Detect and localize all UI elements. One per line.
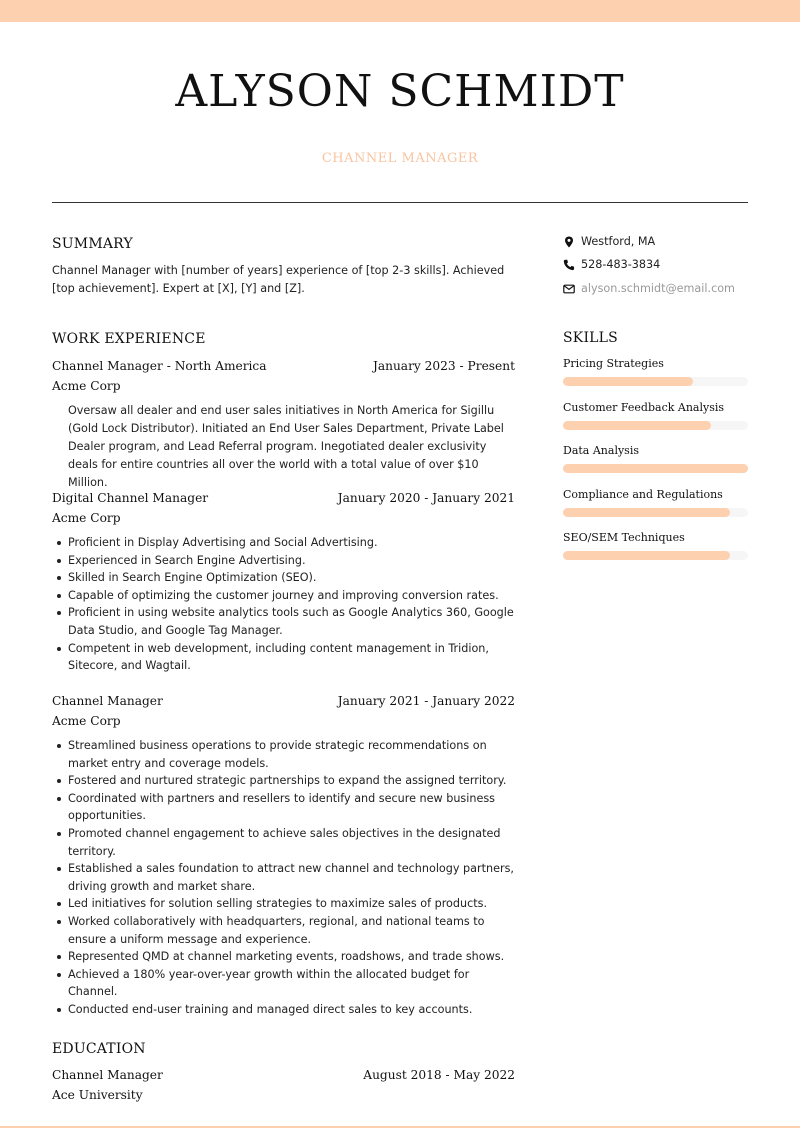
skill-bar-track <box>563 377 748 386</box>
job-role: Digital Channel Manager <box>52 491 209 505</box>
degree-name: Channel Manager <box>52 1068 163 1082</box>
skill-name: Pricing Strategies <box>563 357 664 370</box>
candidate-name: ALYSON SCHMIDT <box>175 66 625 117</box>
bullet-item: Coordinated with partners and resellers to identify and secure new business opportunities. <box>68 790 515 825</box>
job-role: Channel Manager - North America <box>52 359 267 373</box>
summary-text: Channel Manager with [number of years] experience of [top 2-3 skills]. Achieved [top achievement]. Expert at [X], [Y] and [Z]. <box>52 264 505 295</box>
school-name: Ace University <box>52 1088 143 1102</box>
location-text: Westford, MA <box>581 235 656 248</box>
bullet-item: Represented QMD at channel marketing events, roadshows, and trade shows. <box>68 948 515 966</box>
job-bullets <box>68 534 515 675</box>
job-bullets <box>68 737 515 1019</box>
skill-bar-fill <box>563 377 693 386</box>
skill-bar-fill <box>563 421 711 430</box>
skill-name: Customer Feedback Analysis <box>563 401 725 414</box>
bullet-item: Established a sales foundation to attract new channel and technology partners, driving growth and market share. <box>68 860 515 895</box>
education-heading: EDUCATION <box>52 1041 146 1057</box>
skill-bar-track <box>563 421 748 430</box>
education-header <box>52 1068 515 1086</box>
bullet-item: Experienced in Search Engine Advertising. <box>68 552 515 570</box>
job-description: Oversaw all dealer and end user sales initiatives in North America for Sigillu (Gold Lock Distributor). Initiated an End User Sales Department, Private Label Dealer program, and Lead Referral program. Inegotiated dealer exclusivity deals for entire countries all over the world with a total value of over $10 Million. <box>68 404 504 489</box>
job-dates: January 2021 - January 2022 <box>337 694 515 708</box>
envelope-icon <box>563 283 575 295</box>
bullet-item: Streamlined business operations to provide strategic recommendations on market entry and coverage models. <box>68 737 515 772</box>
job-header <box>52 491 515 509</box>
email-link[interactable]: alyson.schmidt@email.com <box>581 282 735 295</box>
work-experience-heading: WORK EXPERIENCE <box>52 331 206 347</box>
company-name: Acme Corp <box>52 511 121 525</box>
skill-bar-track <box>563 464 748 473</box>
company-name: Acme Corp <box>52 379 121 393</box>
bullet-item: Competent in web development, including content management in Tridion, Sitecore, and Wagtail. <box>68 640 515 675</box>
company-name: Acme Corp <box>52 714 121 728</box>
skill-bar-fill <box>563 464 748 473</box>
bullet-item: Achieved a 180% year-over-year growth within the allocated budget for Channel. <box>68 966 515 1001</box>
phone-icon <box>563 259 575 271</box>
bullet-item: Capable of optimizing the customer journey and improving conversion rates. <box>68 587 515 605</box>
skill-name: Data Analysis <box>563 444 639 457</box>
summary-heading: SUMMARY <box>52 236 133 252</box>
bullet-item: Led initiatives for solution selling strategies to maximize sales of products. <box>68 895 515 913</box>
skill-bar-fill <box>563 551 730 560</box>
bullet-item: Fostered and nurtured strategic partnerships to expand the assigned territory. <box>68 772 515 790</box>
contact-location <box>563 235 748 251</box>
skills-heading: SKILLS <box>563 330 618 346</box>
skill-name: SEO/SEM Techniques <box>563 531 685 544</box>
job-header <box>52 694 515 712</box>
skill-bar-fill <box>563 508 730 517</box>
job-dates: January 2023 - Present <box>372 359 515 373</box>
bullet-item: Worked collaboratively with headquarters, regional, and national teams to ensure a uniform message and experience. <box>68 913 515 948</box>
location-pin-icon <box>563 236 575 248</box>
job-header <box>52 359 515 377</box>
phone-text: 528-483-3834 <box>581 258 661 271</box>
bullet-item: Proficient in using website analytics tools such as Google Analytics 360, Google Data Studio, and Google Tag Manager. <box>68 604 515 639</box>
bullet-item: Proficient in Display Advertising and Social Advertising. <box>68 534 515 552</box>
skill-name: Compliance and Regulations <box>563 488 723 501</box>
header-divider <box>52 202 748 203</box>
top-accent-band <box>0 0 800 22</box>
bullet-item: Promoted channel engagement to achieve sales objectives in the designated territory. <box>68 825 515 860</box>
skill-bar-track <box>563 551 748 560</box>
bullet-item: Conducted end-user training and managed direct sales to key accounts. <box>68 1001 515 1019</box>
job-dates: January 2020 - January 2021 <box>337 491 515 505</box>
skill-bar-track <box>563 508 748 517</box>
job-role: Channel Manager <box>52 694 163 708</box>
bullet-item: Skilled in Search Engine Optimization (SEO). <box>68 569 515 587</box>
contact-email[interactable] <box>563 282 748 298</box>
contact-phone <box>563 258 748 274</box>
education-dates: August 2018 - May 2022 <box>363 1068 515 1082</box>
job-title: CHANNEL MANAGER <box>321 151 479 166</box>
